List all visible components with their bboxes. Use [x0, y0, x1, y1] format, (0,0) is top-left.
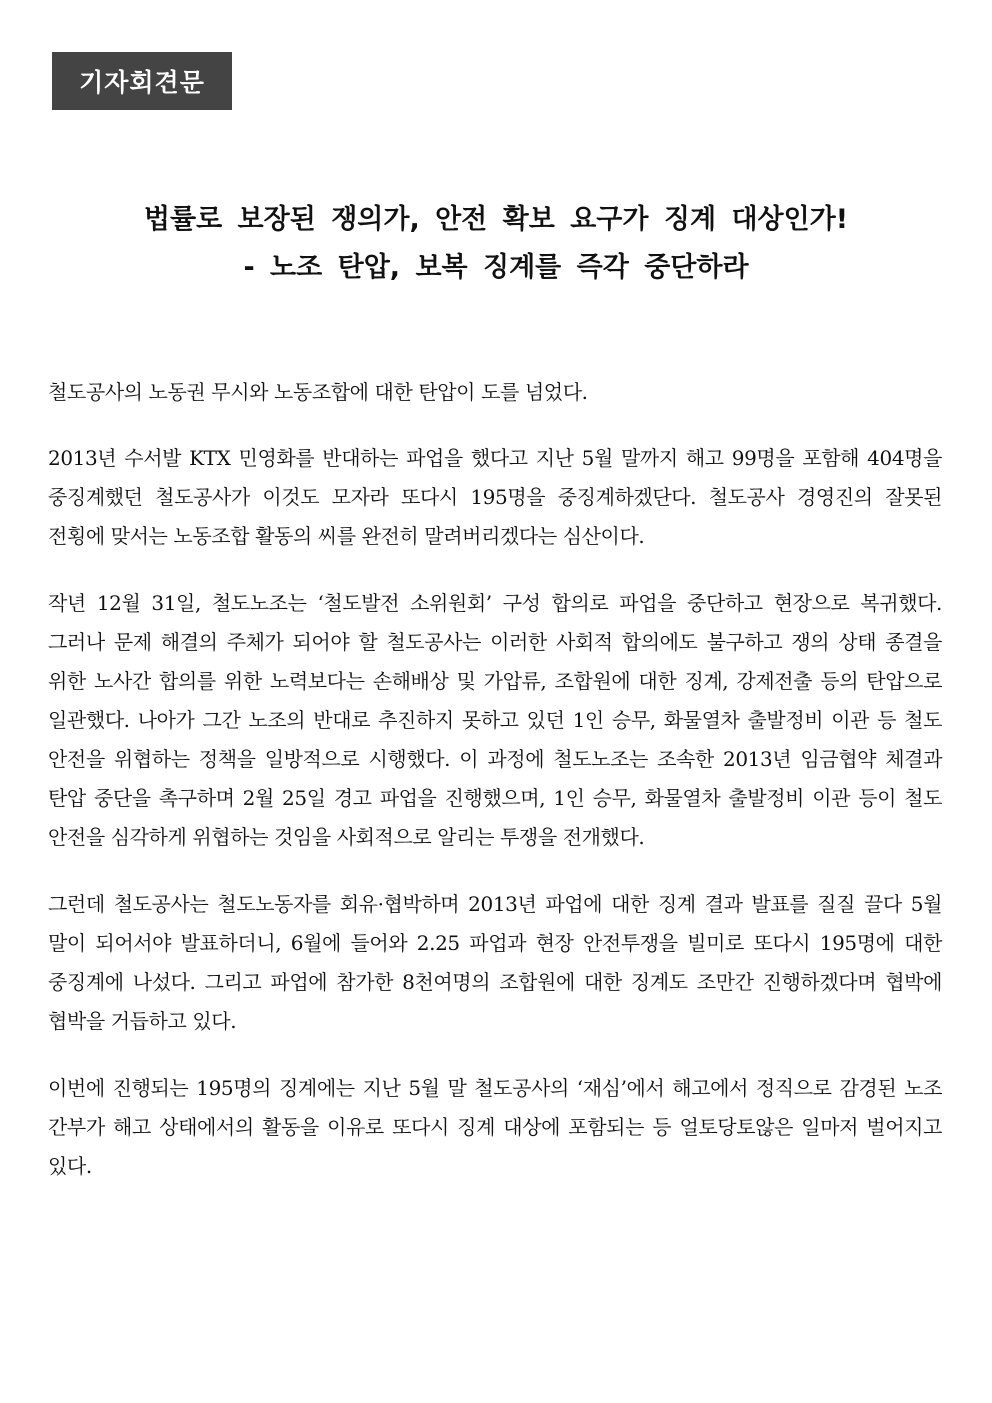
paragraph-1: 철도공사의 노동권 무시와 노동조합에 대한 탄압이 도를 넘었다. [48, 380, 588, 404]
headline-subtitle: - 노조 탄압, 보복 징계를 즉각 중단하라 [243, 252, 749, 283]
paragraph-5: 이번에 진행되는 195명의 징계에는 지난 5월 말 철도공사의 ‘재심’에서 해고에서 정직으로 감경된 노조 간부가 해고 상태에서의 활동을 이유로 또다시 징계 대상에 포함되는 등 얼토당토않은 일마저 벌어지고 있다. [48, 1076, 942, 1178]
headline-main: 법률로 보장된 쟁의가, 안전 확보 요구가 징계 대상인가! [143, 204, 849, 235]
headline [0, 196, 992, 292]
paragraph-4: 그런데 철도공사는 철도노동자를 회유·협박하며 2013년 파업에 대한 징계 결과 발표를 질질 끌다 5월 말이 되어서야 발표하더니, 6월에 들어와 2.25 파업과 현장 안전투쟁을 빌미로 또다시 195명에 대한 중징계에 나섰다. 그리고 파업에 참가한 8천여명의 조합원에 대한 징계도 조만간 진행하겠다며 협박에 협박을 거듭하고 있다. [48, 892, 942, 1033]
paragraph-2: 2013년 수서발 KTX 민영화를 반대하는 파업을 했다고 지난 5월 말까지 해고 99명을 포함해 404명을 중징계했던 철도공사가 이것도 모자라 또다시 195명을 중징계하겠단다. 철도공사 경영진의 잘못된 전횡에 맞서는 노동조합 활동의 씨를 완전히 말려버리겠다는 심산이다. [48, 446, 942, 548]
badge-label: 기자회견문 [79, 68, 205, 97]
statement-body [48, 373, 942, 1214]
document-type-badge [52, 52, 232, 110]
paragraph-3: 작년 12월 31일, 철도노조는 ‘철도발전 소위원회’ 구성 합의로 파업을 중단하고 현장으로 복귀했다. 그러나 문제 해결의 주체가 되어야 할 철도공사는 이러한 사회적 합의에도 불구하고 쟁의 상태 종결을 위한 노사간 합의를 위한 노력보다는 손해배상 및 가압류, 조합원에 대한 징계, 강제전출 등의 탄압으로 일관했다. 나아가 그간 노조의 반대로 추진하지 못하고 있던 1인 승무, 화물열차 출발정비 이관 등 철도 안전을 위협하는 정책을 일방적으로 시행했다. 이 과정에 철도노조는 조속한 2013년 임금협약 체결과 탄압 중단을 촉구하며 2월 25일 경고 파업을 진행했으며, 1인 승무, 화물열차 출발정비 이관 등이 철도 안전을 심각하게 위협하는 것임을 사회적으로 알리는 투쟁을 전개했다. [48, 591, 942, 849]
